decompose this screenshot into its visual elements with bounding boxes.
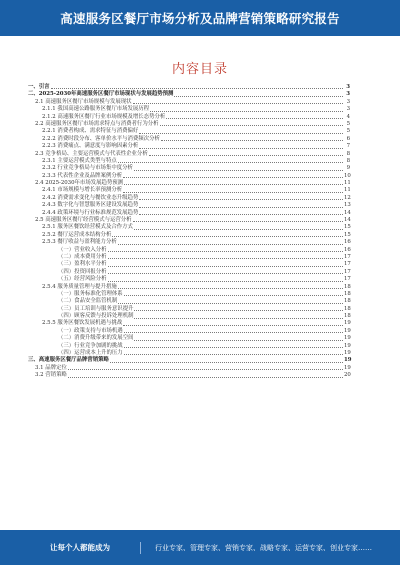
toc-leader-dots xyxy=(112,235,343,237)
toc-entry[interactable] xyxy=(28,224,350,231)
toc-entry-page: 11 xyxy=(344,180,351,187)
toc-entry-text: 2.5.5 服务区餐饮发展机遇与挑战 xyxy=(42,320,123,327)
toc-entry-page: 3 xyxy=(346,91,350,98)
toc-leader-dots xyxy=(174,95,343,97)
toc-leader-dots xyxy=(108,250,343,252)
toc-entry-page: 5 xyxy=(346,120,350,127)
toc-entry-text: （四）投资回报分析 xyxy=(58,268,107,275)
toc-leader-dots xyxy=(124,294,343,296)
toc-entry-page: 4 xyxy=(346,113,350,120)
toc-entry-text: 2.5.4 服务质量管理与提升措施 xyxy=(42,283,117,290)
toc-entry[interactable] xyxy=(28,298,350,305)
toc-entry-text: 2.5.1 服务区餐饮经营模式及合作方式 xyxy=(42,224,133,231)
toc-leader-dots xyxy=(123,176,343,178)
toc-entry-page: 19 xyxy=(344,342,351,349)
toc-entry-page: 13 xyxy=(344,202,351,209)
toc-entry[interactable] xyxy=(28,173,350,180)
toc-entry-text: 2.4.1 市场规模与增长率预测分析 xyxy=(42,187,123,194)
toc-leader-dots xyxy=(149,154,343,156)
toc-entry[interactable] xyxy=(28,276,350,283)
toc-entry-text: 2.4.4 政策环境与行业标准规范发展趋势 xyxy=(42,209,139,216)
toc-leader-dots xyxy=(139,213,343,215)
toc-entry-text: （二）消费升级带来的发展空间 xyxy=(58,335,134,342)
toc-entry-page: 14 xyxy=(344,217,351,224)
toc-entry[interactable] xyxy=(28,247,350,254)
toc-entry-page: 17 xyxy=(344,276,351,283)
toc-entry-page: 15 xyxy=(344,231,351,238)
toc-leader-dots xyxy=(124,183,343,185)
toc-entry-text: （五）经营风险分析 xyxy=(58,276,107,283)
toc-entry[interactable] xyxy=(28,321,350,328)
report-title: 高速服务区餐厅市场分析及品牌营销策略研究报告 xyxy=(60,11,340,26)
toc-leader-dots xyxy=(123,191,343,193)
toc-entry-text: 2.1.2 高速服务区餐厅行业市场规模及增长态势分析 xyxy=(42,113,166,120)
toc-entry-text: 2.4.3 数字化与智慧服务区建设发展趋势 xyxy=(42,202,139,209)
toc-entry-text: （一）服务标准化管理体系 xyxy=(58,290,123,297)
toc-entry-page: 17 xyxy=(344,268,351,275)
toc-entry-text: 2.4 2025-2030年市场发展趋势预测 xyxy=(35,180,124,187)
toc-entry[interactable] xyxy=(28,239,350,246)
toc-leader-dots xyxy=(133,102,343,104)
toc-leader-dots xyxy=(134,169,343,171)
toc-leader-dots xyxy=(139,198,343,200)
toc-entry-text: （四）顾客反馈与投诉处理机制 xyxy=(58,313,134,320)
toc-entry[interactable] xyxy=(28,372,350,379)
toc-leader-dots xyxy=(139,132,343,134)
toc-leader-dots xyxy=(108,265,343,267)
toc-entry-text: 2.1 高速服务区餐厅市场规模与发展现状 xyxy=(35,98,132,105)
toc-entry-text: 2.3.1 主要运营模式类型与特点 xyxy=(42,157,117,164)
toc-entry-page: 19 xyxy=(344,364,351,371)
toc-entry[interactable] xyxy=(28,114,350,121)
toc-entry-text: （三）员工培训与服务意识提升 xyxy=(58,305,134,312)
toc-entry-page: 3 xyxy=(346,98,350,105)
toc-leader-dots xyxy=(124,353,343,355)
toc-entry-text: 3.1 品牌定位 xyxy=(35,364,67,371)
toc-entry-page: 17 xyxy=(344,253,351,260)
toc-entry-page: 9 xyxy=(346,165,350,172)
toc-entry-text: 2.2.1 消费者构成、需求特征与消费偏好 xyxy=(42,128,139,135)
toc-entry-text: 2.2 高速服务区餐厅市场需求特点与消费者行为分析 xyxy=(35,120,159,127)
toc-entry-page: 20 xyxy=(344,372,351,379)
toc-entry-text: 2.2.2 消费时段分布、客单价水平与消费频次分析 xyxy=(42,135,160,142)
toc-leader-dots xyxy=(68,368,343,370)
toc-entry[interactable] xyxy=(28,343,350,350)
toc-entry-text: 2.1.1 我国高速公路服务区餐厅市场发展历程 xyxy=(42,106,150,113)
toc-leader-dots xyxy=(118,287,343,289)
toc-entry-text: 2.3.3 代表性企业及品牌案例分析 xyxy=(42,172,123,179)
toc-leader-dots xyxy=(150,110,343,112)
toc-entry-page: 14 xyxy=(344,209,351,216)
footer-banner xyxy=(0,530,400,565)
toc-entry-page: 18 xyxy=(344,290,351,297)
toc-entry[interactable] xyxy=(28,210,350,217)
toc-leader-dots xyxy=(108,280,343,282)
toc-entry[interactable] xyxy=(28,284,350,291)
footer-divider xyxy=(140,542,141,554)
toc-leader-dots xyxy=(160,124,344,126)
toc-leader-dots xyxy=(118,161,343,163)
toc-entry[interactable] xyxy=(28,165,350,172)
toc-entry[interactable] xyxy=(28,365,350,372)
toc-entry-text: （一）营业收入分析 xyxy=(58,246,107,253)
toc-entry-page: 18 xyxy=(344,305,351,312)
toc-leader-dots xyxy=(68,376,343,378)
toc-entry-text: 二、2025-2030年高速服务区餐厅市场现状与发展趋势预测 xyxy=(28,91,174,98)
toc-entry-page: 16 xyxy=(344,246,351,253)
toc-leader-dots xyxy=(124,346,343,348)
toc-entry-page: 19 xyxy=(344,320,351,327)
toc-entry-text: （二）成本费用分析 xyxy=(58,253,107,260)
toc-entry[interactable] xyxy=(28,143,350,150)
toc-entry[interactable] xyxy=(28,151,350,158)
toc-entry[interactable] xyxy=(28,202,350,209)
toc-entry[interactable] xyxy=(28,261,350,268)
toc-entry-text: 3.2 营销策略 xyxy=(35,372,67,379)
toc-entry-page: 15 xyxy=(344,224,351,231)
toc-entry[interactable] xyxy=(28,187,350,194)
toc-leader-dots xyxy=(134,317,343,319)
toc-leader-dots xyxy=(118,302,343,304)
toc-leader-dots xyxy=(108,257,343,259)
toc-entry-page: 7 xyxy=(346,143,350,150)
toc-entry-text: 2.4.2 消费需求变化与餐饮业态升级趋势 xyxy=(42,194,139,201)
toc-leader-dots xyxy=(108,272,343,274)
toc-leader-dots xyxy=(123,324,343,326)
toc-entry-page: 19 xyxy=(344,327,351,334)
toc-entry-page: 5 xyxy=(346,128,350,135)
toc-entry-page: 19 xyxy=(344,350,351,357)
toc-entry-text: 一、引言 xyxy=(28,83,50,90)
toc-entry-page: 8 xyxy=(346,150,350,157)
toc-leader-dots xyxy=(134,339,343,341)
toc-leader-dots xyxy=(139,206,343,208)
toc-leader-dots xyxy=(139,147,343,149)
toc-entry-page: 3 xyxy=(346,106,350,113)
toc-entry-page: 18 xyxy=(344,283,351,290)
toc-entry-page: 12 xyxy=(344,194,351,201)
toc-leader-dots xyxy=(134,309,343,311)
toc-entry-text: （二）食品安全监管机制 xyxy=(58,298,118,305)
toc-leader-dots xyxy=(51,87,343,89)
toc-leader-dots xyxy=(110,361,343,363)
toc-leader-dots xyxy=(124,331,343,333)
toc-entry-text: 2.5 高速服务区餐厅经营模式与运营分析 xyxy=(35,217,132,224)
toc-entry-text: （三）行业竞争加剧的挑战 xyxy=(58,342,123,349)
toc-entry-text: 2.5.3 餐厅收益与盈利能力分析 xyxy=(42,239,117,246)
toc-leader-dots xyxy=(134,228,343,230)
toc-leader-dots xyxy=(161,139,343,141)
footer-slogan: 让每个人都能成为 xyxy=(50,543,110,552)
toc-entry-page: 8 xyxy=(346,157,350,164)
toc-entry-page: 18 xyxy=(344,298,351,305)
toc-entry-text: 三、高速服务区餐厅品牌营销策略 xyxy=(28,357,109,364)
toc-entry[interactable] xyxy=(28,128,350,135)
toc-entry[interactable] xyxy=(28,335,350,342)
toc-entry-page: 19 xyxy=(344,335,351,342)
toc-entry-text: 2.3.2 行业竞争格局与市场集中度分析 xyxy=(42,165,133,172)
table-of-contents xyxy=(28,84,350,380)
toc-entry-page: 19 xyxy=(344,357,352,364)
toc-leader-dots xyxy=(118,243,343,245)
toc-entry[interactable] xyxy=(28,306,350,313)
toc-entry-text: 2.2.3 消费痛点、满意度与影响因素分析 xyxy=(42,143,139,150)
footer-tagline: 行业专家、管理专家、营销专家、战略专家、运营专家、创业专家…… xyxy=(155,543,372,552)
toc-entry-page: 3 xyxy=(346,83,350,90)
toc-entry-page: 16 xyxy=(344,239,351,246)
toc-entry-page: 18 xyxy=(344,313,351,320)
toc-leader-dots xyxy=(133,220,343,222)
toc-entry-text: （四）运营成本上升的压力 xyxy=(58,350,123,357)
toc-entry-page: 11 xyxy=(344,187,351,194)
toc-entry-page: 10 xyxy=(344,172,351,179)
toc-entry-text: （一）政策支持与市场机遇 xyxy=(58,327,123,334)
toc-entry[interactable] xyxy=(28,106,350,113)
toc-entry[interactable] xyxy=(28,91,350,98)
toc-entry-text: 2.3 竞争格局、主要运营模式与代表性企业分析 xyxy=(35,150,148,157)
toc-entry-page: 17 xyxy=(344,261,351,268)
toc-leader-dots xyxy=(166,117,343,119)
toc-entry-text: 2.5.2 餐厅运营成本结构分析 xyxy=(42,231,112,238)
toc-title: 内容目录 xyxy=(171,62,228,77)
toc-entry[interactable] xyxy=(28,357,350,364)
toc-entry-text: （三）盈利水平分析 xyxy=(58,261,107,268)
report-header xyxy=(0,0,400,36)
toc-entry-page: 6 xyxy=(346,135,350,142)
